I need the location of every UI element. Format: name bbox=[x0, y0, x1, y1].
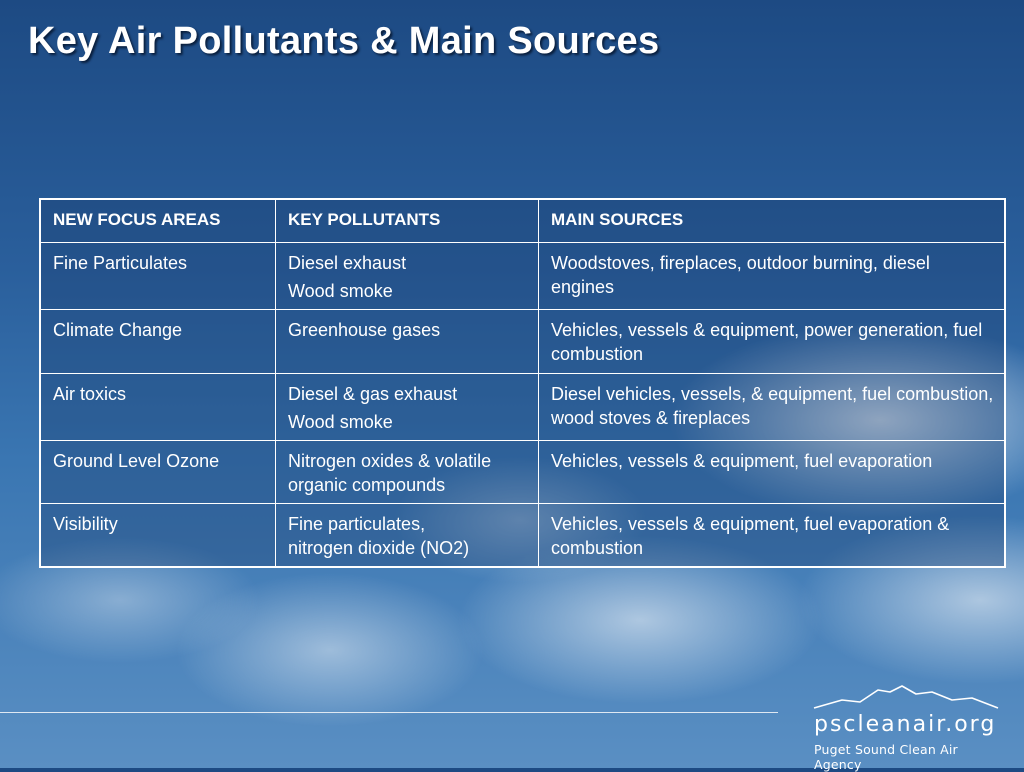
pollutant-item: Diesel exhaust bbox=[288, 253, 407, 273]
main-sources-cell: Vehicles, vessels & equipment, fuel evaporation & combustion bbox=[539, 504, 1006, 568]
main-sources-cell: Woodstoves, fireplaces, outdoor burning, diesel engines bbox=[539, 243, 1006, 310]
pollutant-item: Diesel & gas exhaust bbox=[288, 384, 458, 404]
mountain-range-icon bbox=[812, 682, 1002, 712]
table-row bbox=[40, 504, 1005, 568]
main-sources-cell: Diesel vehicles, vessels, & equipment, fuel combustion, wood stoves & fireplaces bbox=[539, 374, 1006, 441]
main-sources-cell: Vehicles, vessels & equipment, power generation, fuel combustion bbox=[539, 310, 1006, 374]
pollutant-item: Greenhouse gases bbox=[288, 320, 441, 340]
header-focus-areas: NEW FOCUS AREAS bbox=[40, 199, 276, 243]
logo-wordmark: pscleanair.org bbox=[814, 712, 997, 737]
header-main-sources: MAIN SOURCES bbox=[539, 199, 1006, 243]
key-pollutants-cell bbox=[276, 374, 539, 441]
pollutant-item: Fine particulates, bbox=[288, 514, 426, 534]
key-pollutants-cell bbox=[276, 504, 539, 568]
focus-area-cell: Visibility bbox=[40, 504, 276, 568]
focus-area-cell: Fine Particulates bbox=[40, 243, 276, 310]
table-header-row bbox=[40, 199, 1005, 243]
focus-area-cell: Climate Change bbox=[40, 310, 276, 374]
pollutant-item: Wood smoke bbox=[288, 412, 393, 432]
pollutant-item: Nitrogen oxides & volatile organic compounds bbox=[288, 451, 492, 495]
page-title: Key Air Pollutants & Main Sources bbox=[28, 20, 660, 62]
pollutant-item: Wood smoke bbox=[288, 281, 393, 301]
header-key-pollutants: KEY POLLUTANTS bbox=[276, 199, 539, 243]
table-row bbox=[40, 243, 1005, 310]
pollutants-table bbox=[39, 198, 1006, 568]
focus-area-cell: Ground Level Ozone bbox=[40, 441, 276, 504]
focus-area-cell: Air toxics bbox=[40, 374, 276, 441]
footer-divider bbox=[0, 712, 778, 713]
logo-tagline: Puget Sound Clean Air Agency bbox=[814, 742, 958, 772]
key-pollutants-cell bbox=[276, 441, 539, 504]
key-pollutants-cell bbox=[276, 243, 539, 310]
main-sources-cell: Vehicles, vessels & equipment, fuel evaporation bbox=[539, 441, 1006, 504]
pollutant-item: nitrogen dioxide (NO2) bbox=[288, 538, 470, 558]
key-pollutants-cell bbox=[276, 310, 539, 374]
table-row bbox=[40, 374, 1005, 441]
table-row bbox=[40, 310, 1005, 374]
agency-logo bbox=[812, 682, 1002, 772]
table-row bbox=[40, 441, 1005, 504]
